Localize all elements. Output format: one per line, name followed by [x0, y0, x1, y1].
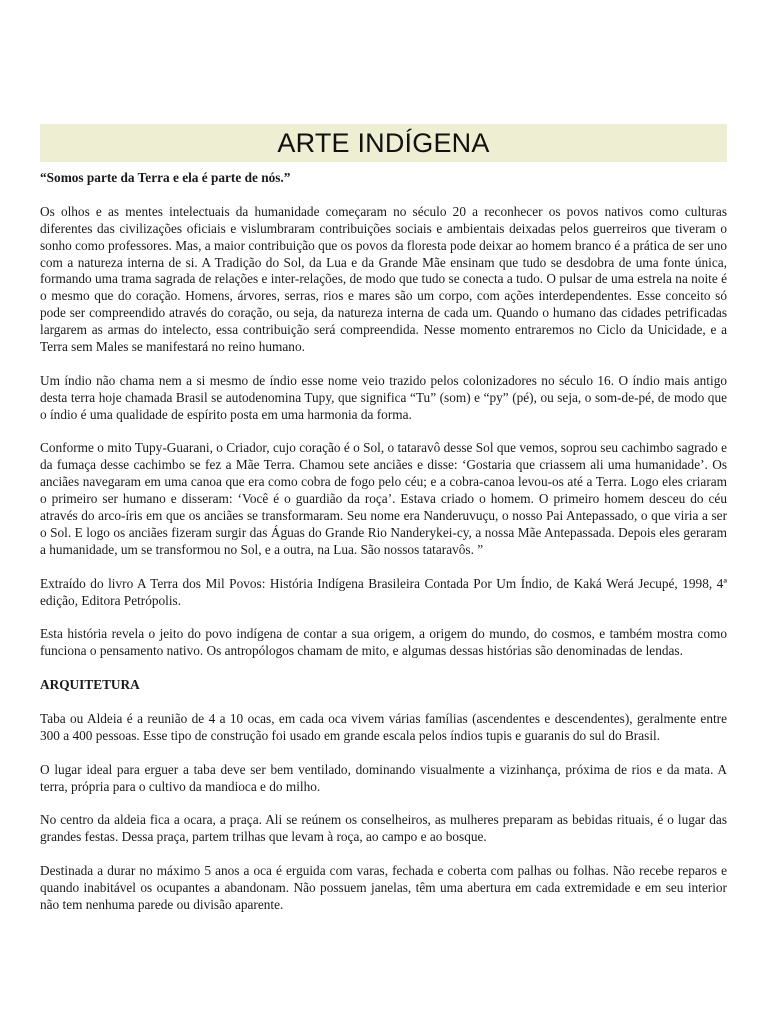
section-paragraph: O lugar ideal para erguer a taba deve ser bem ventilado, dominando visualmente a vizinhança, próxima de rios e da mata. A terra, própria para o cultivo da mandioca e do milho.	[40, 761, 727, 794]
section-paragraph: Taba ou Aldeia é a reunião de 4 a 10 ocas, em cada oca vivem várias famílias (ascendentes e descendentes), geralmente entre 300 a 400 pessoas. Esse tipo de construção foi usado em grande escala pelos índios tupis e guaranis do sul do Brasil.	[40, 710, 727, 743]
document-body	[40, 170, 727, 914]
section-paragraph: No centro da aldeia fica a ocara, a praça. Ali se reúnem os conselheiros, as mulheres preparam as bebidas rituais, é o lugar das grandes festas. Dessa praça, partem trilhas que levam à roça, ao campo e ao bosque.	[40, 812, 727, 845]
paragraph: Esta história revela o jeito do povo indígena de contar a sua origem, a origem do mundo, do cosmos, e também mostra como funciona o pensamento nativo. Os antropólogos chamam de mito, e algumas dessas histórias são denominadas de lendas.	[40, 626, 727, 659]
section-paragraph: Destinada a durar no máximo 5 anos a oca é erguida com varas, fechada e coberta com palhas ou folhas. Não recebe reparos e quando inabitável os ocupantes a abandonam. Não possuem janelas, têm uma abertura em cada extremidade e em seu interior não tem nenhuma parede ou divisão aparente.	[40, 863, 727, 912]
paragraph: Um índio não chama nem a si mesmo de índio esse nome veio trazido pelos colonizadores no século 16. O índio mais antigo desta terra hoje chamada Brasil se autodenomina Tupy, que significa “Tu” (som) e “py” (pé), ou seja, o som-de-pé, de modo que o índio é uma qualidade de espírito posta em uma harmonia da forma.	[40, 372, 727, 422]
page-title: ARTE INDÍGENA	[277, 127, 490, 158]
paragraph: Os olhos e as mentes intelectuais da humanidade começaram no século 20 a reconhecer os povos nativos como culturas diferentes das civilizações oficiais e vislumbraram contribuições sociais e ambientais deixadas pelos guerreiros que tiveram o sonho como professores. Mas, a maior contribuição que os povos da floresta pode deixar ao homem branco é a prática de ser uno com a natureza interna de si. A Tradição do Sol, da Lua e da Grande Mãe ensinam que tudo se desdobra de uma fonte única, formando uma trama sagrada de relações e inter-relações, de modo que tudo se conecta a tudo. O pulsar de uma estrela na noite é o mesmo que do coração. Homens, árvores, serras, rios e mares são um corpo, com ações interdependentes. Esse conceito só pode ser compreendido através do coração, ou seja, da natureza interna de cada um. Quando o humano das cidades petrificadas largarem as armas do intelecto, essa contribuição será compreendida. Nesse momento entraremos no Ciclo da Unicidade, e a Terra sem Males se manifestará no reino humano.	[40, 203, 727, 355]
citation-paragraph: Extraído do livro A Terra dos Mil Povos: História Indígena Brasileira Contada Por Um Índio, de Kaká Werá Jecupé, 1998, 4ª edição, Editora Petrópolis.	[40, 575, 727, 608]
title-bar	[40, 124, 727, 162]
section-heading: ARQUITETURA	[40, 677, 140, 693]
paragraph: Conforme o mito Tupy-Guarani, o Criador, cujo coração é o Sol, o tataravô desse Sol que vemos, soprou seu cachimbo sagrado e da fumaça desse cachimbo se fez a Mãe Terra. Chamou sete anciães e disse: ‘Gostaria que criassem ali uma humanidade’. Os anciães navegaram em uma canoa que era como cobra de fogo pelo céu; e a cobra-canoa levou-os até a Terra. Logo eles criaram o primeiro ser humano e disseram: ‘Você é o guardião da roça’. Estava criado o homem. O primeiro homem desceu do céu através do arco-íris em que os anciães se transformaram. Seu nome era Nanderuvuçu, o nosso Pai Antepassado, o que viria a ser o Sol. E logo os anciães fizeram surgir das Águas do Grande Rio Nanderykei-cy, a nossa Mãe Antepassada. Depois eles geraram a humanidade, um se transformou no Sol, e a outra, na Lua. São nossos tataravôs. ”	[40, 440, 727, 557]
epigraph-quote: “Somos parte da Terra e ela é parte de nós.”	[40, 170, 291, 185]
